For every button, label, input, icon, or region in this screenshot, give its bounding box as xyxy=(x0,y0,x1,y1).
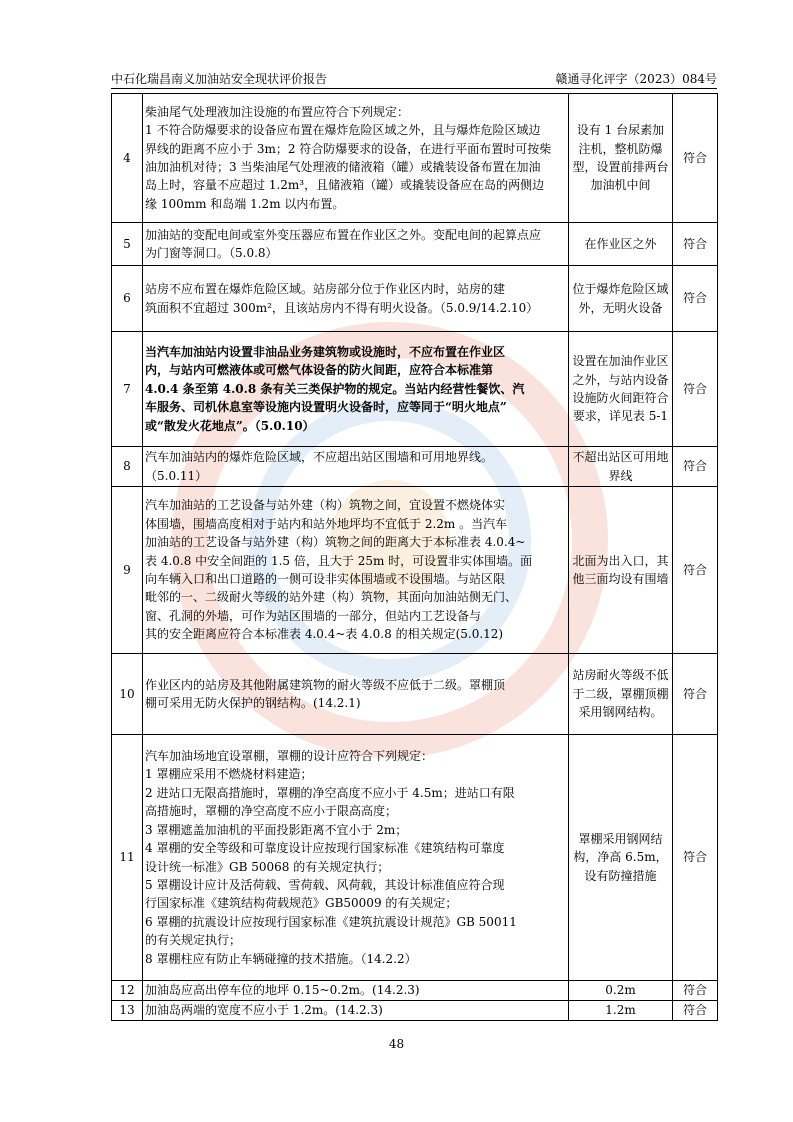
table-row xyxy=(112,332,718,447)
row-number: 13 xyxy=(112,1001,143,1021)
actual-condition-cell: 设置在加油作业区之外，与站内设备设施防火间距符合要求，详见表 5-1 xyxy=(569,332,673,447)
requirement-line: 加油站的工艺设备与站外建（构）筑物之间的距离大于本标准表 4.0.4~ xyxy=(145,535,526,550)
requirement-line: 加油站的变配电间或室外变压器应布置在作业区之外。变配电间的起算点应 xyxy=(145,227,542,242)
actual-condition-cell: 在作业区之外 xyxy=(569,223,673,266)
requirement-line: 内，与站内可燃液体或可燃气体设备的防火间距，应符合本标准第 xyxy=(145,363,494,378)
result-cell: 符合 xyxy=(673,332,718,447)
table-row xyxy=(112,1001,718,1021)
actual-condition-cell: 1.2m xyxy=(569,1001,673,1021)
requirement-cell xyxy=(143,223,569,266)
requirement-line: 汽车加油站内的爆炸危险区域，不应超出站区围墙和可用地界线。 xyxy=(145,450,494,465)
requirement-line: 当汽车加油站内设置非油品业务建筑物或设施时，不应布置在作业区 xyxy=(145,344,506,359)
requirement-line: 4.0.4 条至第 4.0.8 条有关三类保护物的规定。当站内经营性餐饮、汽 xyxy=(145,381,525,396)
requirement-line: 站房不应布置在爆炸危险区域。站房部分位于作业区内时，站房的建 xyxy=(145,282,506,297)
requirement-line: 1 不符合防爆要求的设备应布置在爆炸危险区域之外，且与爆炸危险区域边 xyxy=(145,123,541,138)
result-cell: 符合 xyxy=(673,654,718,735)
requirement-line: 棚可采用无防火保护的钢结构。(14.2.1) xyxy=(145,696,361,710)
requirement-line: 车服务、司机休息室等设施内设置明火设备时，应等同于“明火地点” xyxy=(145,400,507,415)
requirement-cell xyxy=(143,94,569,223)
requirement-line: 油加油机对待；3 当柴油尾气处理液的储液箱（罐）或撬装设备布置在加油 xyxy=(145,160,541,174)
row-number: 8 xyxy=(112,447,143,487)
result-cell: 符合 xyxy=(673,981,718,1001)
requirement-cell xyxy=(143,735,569,981)
requirement-line: 表 4.0.8 中安全间距的 1.5 倍，且大于 25m 时，可设置非实体围墙。面 xyxy=(145,553,533,568)
requirement-line: 缘 100mm 和岛端 1.2m 以内布置。 xyxy=(145,196,345,211)
requirement-line: 3 罩棚遮盖加油机的平面投影距离不宜小于 2m； xyxy=(145,822,408,837)
requirement-line: 岛上时，容量不应超过 1.2m³，且储液箱（罐）或撬装设备应在岛的两侧边 xyxy=(145,178,545,193)
result-cell: 符合 xyxy=(673,223,718,266)
requirement-line: 毗邻的一、二级耐火等级的站外建（构）筑物，其面向加油站侧无门、 xyxy=(145,590,518,605)
row-number: 5 xyxy=(112,223,143,266)
requirement-cell xyxy=(143,487,569,654)
requirement-line: 柴油尾气处理液加注设施的布置应符合下列规定： xyxy=(145,104,410,119)
result-cell: 符合 xyxy=(673,447,718,487)
actual-condition-cell: 0.2m xyxy=(569,981,673,1001)
row-number: 11 xyxy=(112,735,143,981)
actual-condition-cell: 罩棚采用钢网结构，净高 6.5m，设有防撞措施 xyxy=(569,735,673,981)
requirement-line: 1 罩棚应采用不燃烧材料建造； xyxy=(145,767,313,782)
requirement-line: 其的安全距离应符合本标准表 4.0.4~表 4.0.8 的相关规定(5.0.12) xyxy=(145,627,504,642)
evaluation-table xyxy=(111,93,718,1021)
row-number: 6 xyxy=(112,266,143,332)
actual-condition-cell: 北面为出入口，其他三面均设有围墙 xyxy=(569,487,673,654)
requirement-line: 加油岛应高出停车位的地坪 0.15~0.2m。(14.2.3) xyxy=(145,983,420,998)
requirement-line: 体围墙，围墙高度相对于站内和站外地坪均不宜低于 2.2m 。当汽车 xyxy=(145,516,508,531)
requirement-cell xyxy=(143,332,569,447)
requirement-line: （5.0.11） xyxy=(145,468,208,483)
requirement-line: 4 罩棚的安全等级和可靠度设计应按现行国家标准《建筑结构可靠度 xyxy=(145,841,505,856)
row-number: 10 xyxy=(112,654,143,735)
table-row xyxy=(112,981,718,1001)
requirement-line: 或“散发火花地点”。（5.0.10） xyxy=(145,418,315,433)
result-cell: 符合 xyxy=(673,1001,718,1021)
result-cell: 符合 xyxy=(673,735,718,981)
requirement-line: 筑面积不宜超过 300m²，且该站房内不得有明火设备。（5.0.9/14.2.10） xyxy=(145,300,539,315)
requirement-line: 8 罩棚柱应有防止车辆碰撞的技术措施。（14.2.2） xyxy=(145,951,417,966)
requirement-line: 作业区内的站房及其他附属建筑物的耐火等级不应低于二级。罩棚顶 xyxy=(145,677,506,692)
table-row xyxy=(112,447,718,487)
report-title: 中石化瑞昌南义加油站安全现状评价报告 xyxy=(111,72,328,86)
requirement-line: 的有关规定执行； xyxy=(145,933,242,948)
requirement-line: 设计统一标准》GB 50068 的有关规定执行； xyxy=(145,859,390,874)
requirement-cell xyxy=(143,447,569,487)
requirement-line: 5 罩棚设计应计及活荷载、雪荷载、风荷载，其设计标准值应符合现 xyxy=(145,877,505,892)
table-row xyxy=(112,94,718,223)
report-number: 赣通寻化评字（2023）084号 xyxy=(555,72,717,86)
result-cell: 符合 xyxy=(673,487,718,654)
requirement-line: 加油岛两端的宽度不应小于 1.2m。(14.2.3) xyxy=(145,1003,383,1018)
table-row xyxy=(112,223,718,266)
result-cell: 符合 xyxy=(673,94,718,223)
requirement-cell xyxy=(143,266,569,332)
requirement-line: 汽车加油场地宜设罩棚，罩棚的设计应符合下列规定： xyxy=(145,749,434,764)
row-number: 7 xyxy=(112,332,143,447)
requirement-line: 界线的距离不应小于 3m；2 符合防爆要求的设备，在进行平面布置时可按柴 xyxy=(145,141,552,156)
requirement-line: 汽车加油站的工艺设备与站外建（构）筑物之间，宜设置不燃烧体实 xyxy=(145,498,506,513)
requirement-cell xyxy=(143,1001,569,1021)
requirement-line: 行国家标准《建筑结构荷载规范》GB50009 的有关规定； xyxy=(145,896,458,911)
result-cell: 符合 xyxy=(673,266,718,332)
table-row xyxy=(112,487,718,654)
requirement-line: 向车辆入口和出口道路的一侧可设非实体围墙或不设围墙。与站区限 xyxy=(145,572,506,586)
row-number: 12 xyxy=(112,981,143,1001)
requirement-line: 6 罩棚的抗震设计应按现行国家标准《建筑抗震设计规范》GB 50011 xyxy=(145,914,517,929)
actual-condition-cell: 站房耐火等级不低于二级，罩棚顶棚采用钢网结构。 xyxy=(569,654,673,735)
row-number: 9 xyxy=(112,487,143,654)
requirement-line: 高措施时，罩棚的净空高度不应小于限高高度； xyxy=(145,804,398,819)
table-row xyxy=(112,266,718,332)
actual-condition-cell: 设有 1 台尿素加注机，整机防爆型，设置前排两台加油机中间 xyxy=(569,94,673,223)
page-header xyxy=(111,72,717,88)
requirement-line: 为门窗等洞口。（5.0.8） xyxy=(145,246,278,260)
header-divider xyxy=(111,88,717,89)
table-row xyxy=(112,735,718,981)
requirement-cell xyxy=(143,654,569,735)
requirement-line: 窗、孔洞的外墙，可作为站区围墙的一部分，但站内工艺设备与 xyxy=(145,608,482,623)
requirement-line: 2 进站口无限高措施时，罩棚的净空高度不应小于 4.5m；进站口有限 xyxy=(145,785,515,800)
table-row xyxy=(112,654,718,735)
row-number: 4 xyxy=(112,94,143,223)
actual-condition-cell: 不超出站区可用地界线 xyxy=(569,447,673,487)
actual-condition-cell: 位于爆炸危险区域外，无明火设备 xyxy=(569,266,673,332)
page-number: 48 xyxy=(388,1037,405,1051)
requirement-cell xyxy=(143,981,569,1001)
